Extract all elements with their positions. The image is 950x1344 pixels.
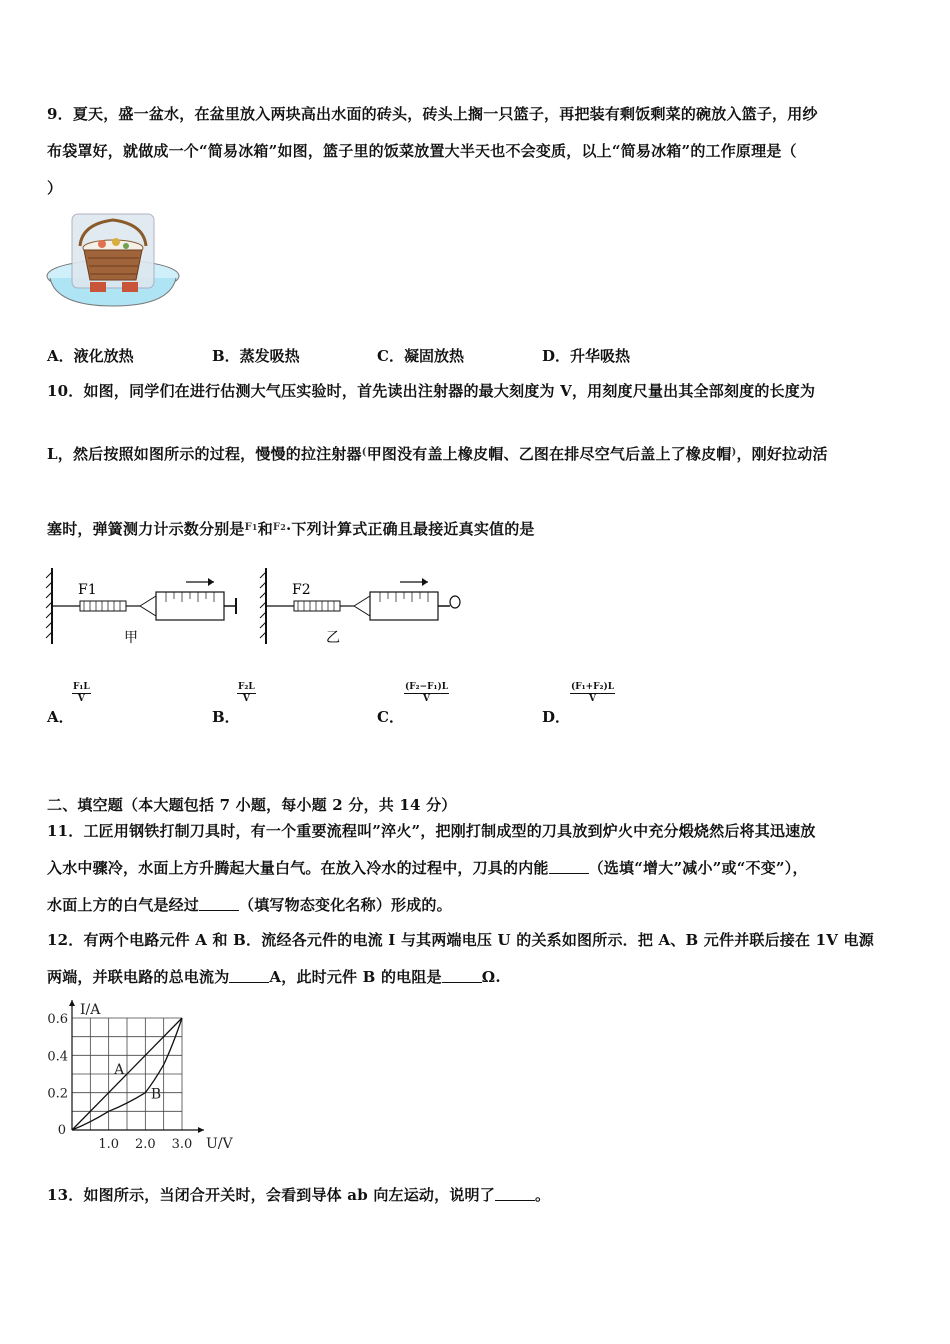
y-tick-label: 0.6: [47, 1012, 68, 1027]
q11-line-3a: 水面上方的白气是经过: [47, 896, 200, 914]
q10-option-c-formula: $\frac{\text{(F₂−F₁)L}}{V}$: [405, 682, 449, 704]
q9-line-3: ）: [47, 179, 63, 197]
q10-and: 和: [257, 520, 273, 538]
q10-option-a-letter: A．: [47, 708, 74, 726]
q9-option-a: A．液化放热: [47, 347, 134, 365]
q12-line-2b: A，此时元件 B 的电阻是: [269, 968, 442, 986]
y-tick-label: 0.2: [47, 1086, 68, 1102]
q12-line-2a: 两端，并联电路的总电流为: [47, 968, 230, 986]
q10-line-3b: ·下列计算式正确且最接近真实值的是: [286, 520, 535, 538]
q12-blank-1[interactable]: [229, 970, 269, 983]
q10-line-2a: L，然后按照如图所示的过程，慢慢的拉注射器: [47, 445, 362, 463]
q13-line-1a: 13．如图所示，当闭合开关时，会看到导体 ab 向左运动，说明了: [47, 1186, 495, 1204]
q9-option-b: B．蒸发吸热: [212, 347, 300, 365]
q10-option-d-letter: D．: [542, 708, 571, 726]
q11-blank-1[interactable]: [549, 861, 589, 874]
q10-line-2b: 甲图没有盖上橡皮帽、乙图在排尽空气后盖上了橡皮帽: [366, 445, 732, 463]
q10-option-d-formula: $\frac{\text{(F₁+F₂)L}}{V}$: [571, 682, 615, 704]
q12-line-1: 12．有两个电路元件 A 和 B．流经各元件的电流 I 与其两端电压 U 的关系如图所示．把 A、B 元件并联后接在 1V 电源: [47, 931, 874, 949]
q10-option-a-formula: $\frac{\text{F₁L}}{V}$: [73, 682, 90, 704]
q9-line-1: 9．夏天，盛一盆水，在盆里放入两块高出水面的砖头，砖头上搁一只篮子，再把装有剩饭剩菜的碗放入篮子，用纱: [47, 105, 818, 123]
x-tick-label: 1.0: [98, 1137, 120, 1150]
q10-line-3: [47, 518, 535, 539]
q10-line-3a: 塞时，弹簧测力计示数分别是: [47, 520, 245, 538]
series-label-b: B: [150, 1086, 162, 1103]
q11-blank-2[interactable]: [199, 898, 239, 911]
y-axis-label: I/A: [80, 1002, 101, 1018]
q11-line-3b: （填写物态变化名称）形成的。: [239, 896, 452, 914]
q11-line-2b: （选填“增大”减小”或“不变”），: [588, 859, 808, 877]
q11-line-2a: 入水中骤冷，水面上方升腾起大量白气。在放入冷水的过程中，刀具的内能: [47, 859, 549, 877]
x-axis-arrow: [198, 1127, 204, 1133]
q11-line-3: [47, 894, 452, 915]
q10-line-2: [47, 443, 828, 464]
q11-line-1: 11．工匠用钢铁打制刀具时，有一个重要流程叫”淬火”，把刚打制成型的刀具放到炉火中充分煅烧然后将其迅速放: [47, 822, 816, 840]
fig-yi-label: 乙: [326, 630, 340, 646]
q10-option-c-letter: C．: [377, 708, 404, 726]
iu-chart: [40, 994, 240, 1150]
fig-jia-label: 甲: [124, 630, 138, 646]
f1-symbol: F1: [244, 522, 258, 533]
q13-line-1: [47, 1184, 550, 1205]
q13-blank-1[interactable]: [495, 1188, 535, 1201]
syringe-experiment-figure: [44, 562, 464, 652]
series-label-a: A: [114, 1062, 125, 1078]
close-paren-glyph: ): [731, 447, 737, 458]
y-tick-label: 0.4: [47, 1049, 68, 1065]
q13-line-1b: 。: [534, 1186, 551, 1204]
q9-option-d: D．升华吸热: [542, 347, 631, 365]
y-axis-arrow: [69, 1000, 75, 1006]
fig-f1-label: F1: [78, 582, 97, 598]
q9-line-2: 布袋罩好，就做成一个“简易冰箱”如图，篮子里的饭菜放置大半天也不会变质，以上“简易冰箱”的工作原理是（: [47, 142, 797, 160]
q11-line-2: [47, 857, 808, 878]
f2-symbol: F2: [272, 522, 286, 533]
fig-f2-label: F2: [292, 582, 311, 598]
q10-option-b-formula: $\frac{\text{F₂L}}{V}$: [238, 682, 255, 704]
origin-label: 0: [57, 1123, 66, 1138]
q12-blank-2[interactable]: [442, 970, 482, 983]
x-tick-label: 2.0: [134, 1137, 156, 1150]
figure-yi: [260, 568, 460, 646]
open-paren-glyph: (: [361, 447, 367, 458]
q10-line-1: 10．如图，同学们在进行估测大气压实验时，首先读出注射器的最大刻度为 V，用刻度尺量出其全部刻度的长度为: [47, 382, 816, 400]
simple-fridge-figure: [44, 206, 182, 310]
q9-option-c: C．凝固放热: [377, 347, 464, 365]
figure-jia: [46, 568, 236, 646]
section-2-heading: 二、填空题（本大题包括 7 小题，每小题 2 分，共 14 分）: [47, 796, 457, 814]
x-tick-label: 3.0: [171, 1137, 193, 1150]
q12-line-2c: Ω.: [481, 968, 501, 986]
x-axis-label: U/V: [206, 1136, 233, 1150]
q12-line-2: [47, 966, 501, 987]
q10-option-b-letter: B．: [212, 708, 240, 726]
q10-line-2c: ，刚好拉动活: [736, 445, 828, 463]
